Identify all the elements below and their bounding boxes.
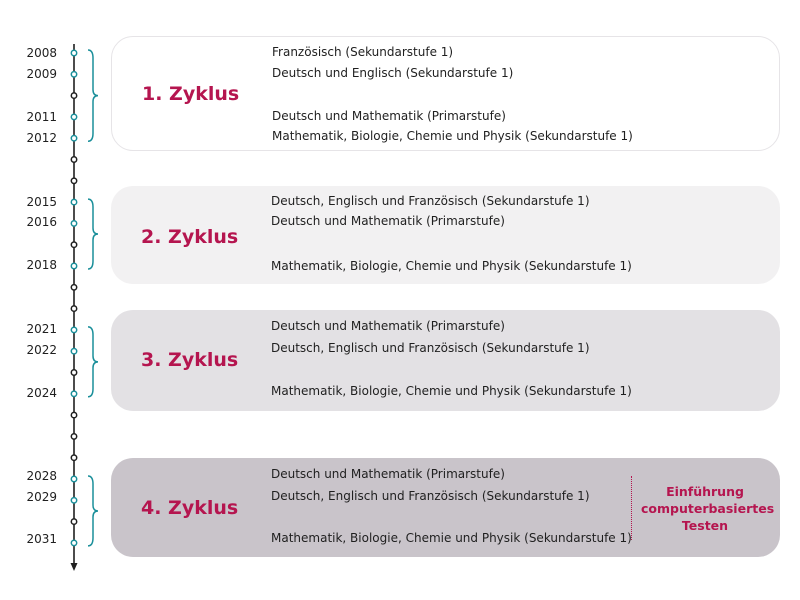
year-label: 2016 xyxy=(26,215,57,229)
timeline-dot-highlight xyxy=(71,476,76,481)
cycle-brace-3 xyxy=(88,327,98,397)
year-label: 2012 xyxy=(26,131,57,145)
subject-text: Französisch (Sekundarstufe 1) xyxy=(272,45,454,59)
subject-text: Mathematik, Biologie, Chemie und Physik (Sekundarstufe 1) xyxy=(271,259,632,273)
timeline-dot xyxy=(71,519,76,524)
cycle-panel-4 xyxy=(111,458,780,557)
year-label: 2029 xyxy=(26,490,57,504)
timeline-dot xyxy=(71,285,76,290)
timeline-dot xyxy=(71,178,76,183)
timeline-dot-highlight xyxy=(71,50,76,55)
note-divider xyxy=(631,476,632,540)
subject-text: Mathematik, Biologie, Chemie und Physik (Sekundarstufe 1) xyxy=(272,129,633,143)
timeline-dot-highlight xyxy=(71,136,76,141)
timeline-dot xyxy=(71,306,76,311)
year-label: 2009 xyxy=(26,67,57,81)
year-label: 2022 xyxy=(26,343,57,357)
axis-arrow-icon xyxy=(71,563,78,571)
timeline-dot-highlight xyxy=(71,327,76,332)
timeline-dot xyxy=(71,93,76,98)
subject-text: Deutsch und Mathematik (Primarstufe) xyxy=(271,214,505,228)
year-label: 2028 xyxy=(26,469,57,483)
timeline-dot xyxy=(71,455,76,460)
timeline-dot xyxy=(71,242,76,247)
timeline-dot-highlight xyxy=(71,221,76,226)
timeline-dot-highlight xyxy=(71,540,76,545)
cycle-title: 4. Zyklus xyxy=(141,497,239,519)
year-label: 2008 xyxy=(26,46,57,60)
year-label: 2011 xyxy=(26,110,57,124)
year-label: 2031 xyxy=(26,532,57,546)
cycle-brace-1 xyxy=(88,50,98,141)
subject-text: Deutsch, Englisch und Französisch (Sekundarstufe 1) xyxy=(271,341,590,355)
subject-text: Deutsch und Mathematik (Primarstufe) xyxy=(271,467,505,481)
year-label: 2018 xyxy=(26,258,57,272)
cycle-title: 3. Zyklus xyxy=(141,349,239,371)
subject-text: Deutsch und Englisch (Sekundarstufe 1) xyxy=(272,66,514,80)
subject-text: Deutsch und Mathematik (Primarstufe) xyxy=(271,319,505,333)
subject-text: Deutsch, Englisch und Französisch (Sekundarstufe 1) xyxy=(271,489,590,503)
cycle-panel-3 xyxy=(111,310,780,411)
timeline-dot-highlight xyxy=(71,391,76,396)
cycle-title: 2. Zyklus xyxy=(141,226,239,248)
timeline-dot-highlight xyxy=(71,72,76,77)
timeline-dot xyxy=(71,412,76,417)
cycle-brace-2 xyxy=(88,199,98,269)
subject-text: Deutsch, Englisch und Französisch (Sekundarstufe 1) xyxy=(271,194,590,208)
timeline-dot xyxy=(71,434,76,439)
timeline-dot xyxy=(71,157,76,162)
timeline-dot-highlight xyxy=(71,199,76,204)
timeline-dot-highlight xyxy=(71,498,76,503)
subject-text: Mathematik, Biologie, Chemie und Physik (Sekundarstufe 1) xyxy=(271,531,632,545)
timeline-dot xyxy=(71,370,76,375)
cycle-title: 1. Zyklus xyxy=(142,83,240,105)
cycle-panel-1 xyxy=(111,36,780,151)
subject-text: Deutsch und Mathematik (Primarstufe) xyxy=(272,109,506,123)
timeline-dot-highlight xyxy=(71,114,76,119)
timeline-dot-highlight xyxy=(71,349,76,354)
year-label: 2015 xyxy=(26,195,57,209)
year-label: 2021 xyxy=(26,322,57,336)
year-label: 2024 xyxy=(26,386,57,400)
subject-text: Mathematik, Biologie, Chemie und Physik (Sekundarstufe 1) xyxy=(271,384,632,398)
cycle-brace-4 xyxy=(88,476,98,546)
timeline-dot-highlight xyxy=(71,263,76,268)
note-computer-based-testing: Einführung computerbasiertes Testen xyxy=(641,484,775,533)
cycle-panel-2 xyxy=(111,186,780,284)
